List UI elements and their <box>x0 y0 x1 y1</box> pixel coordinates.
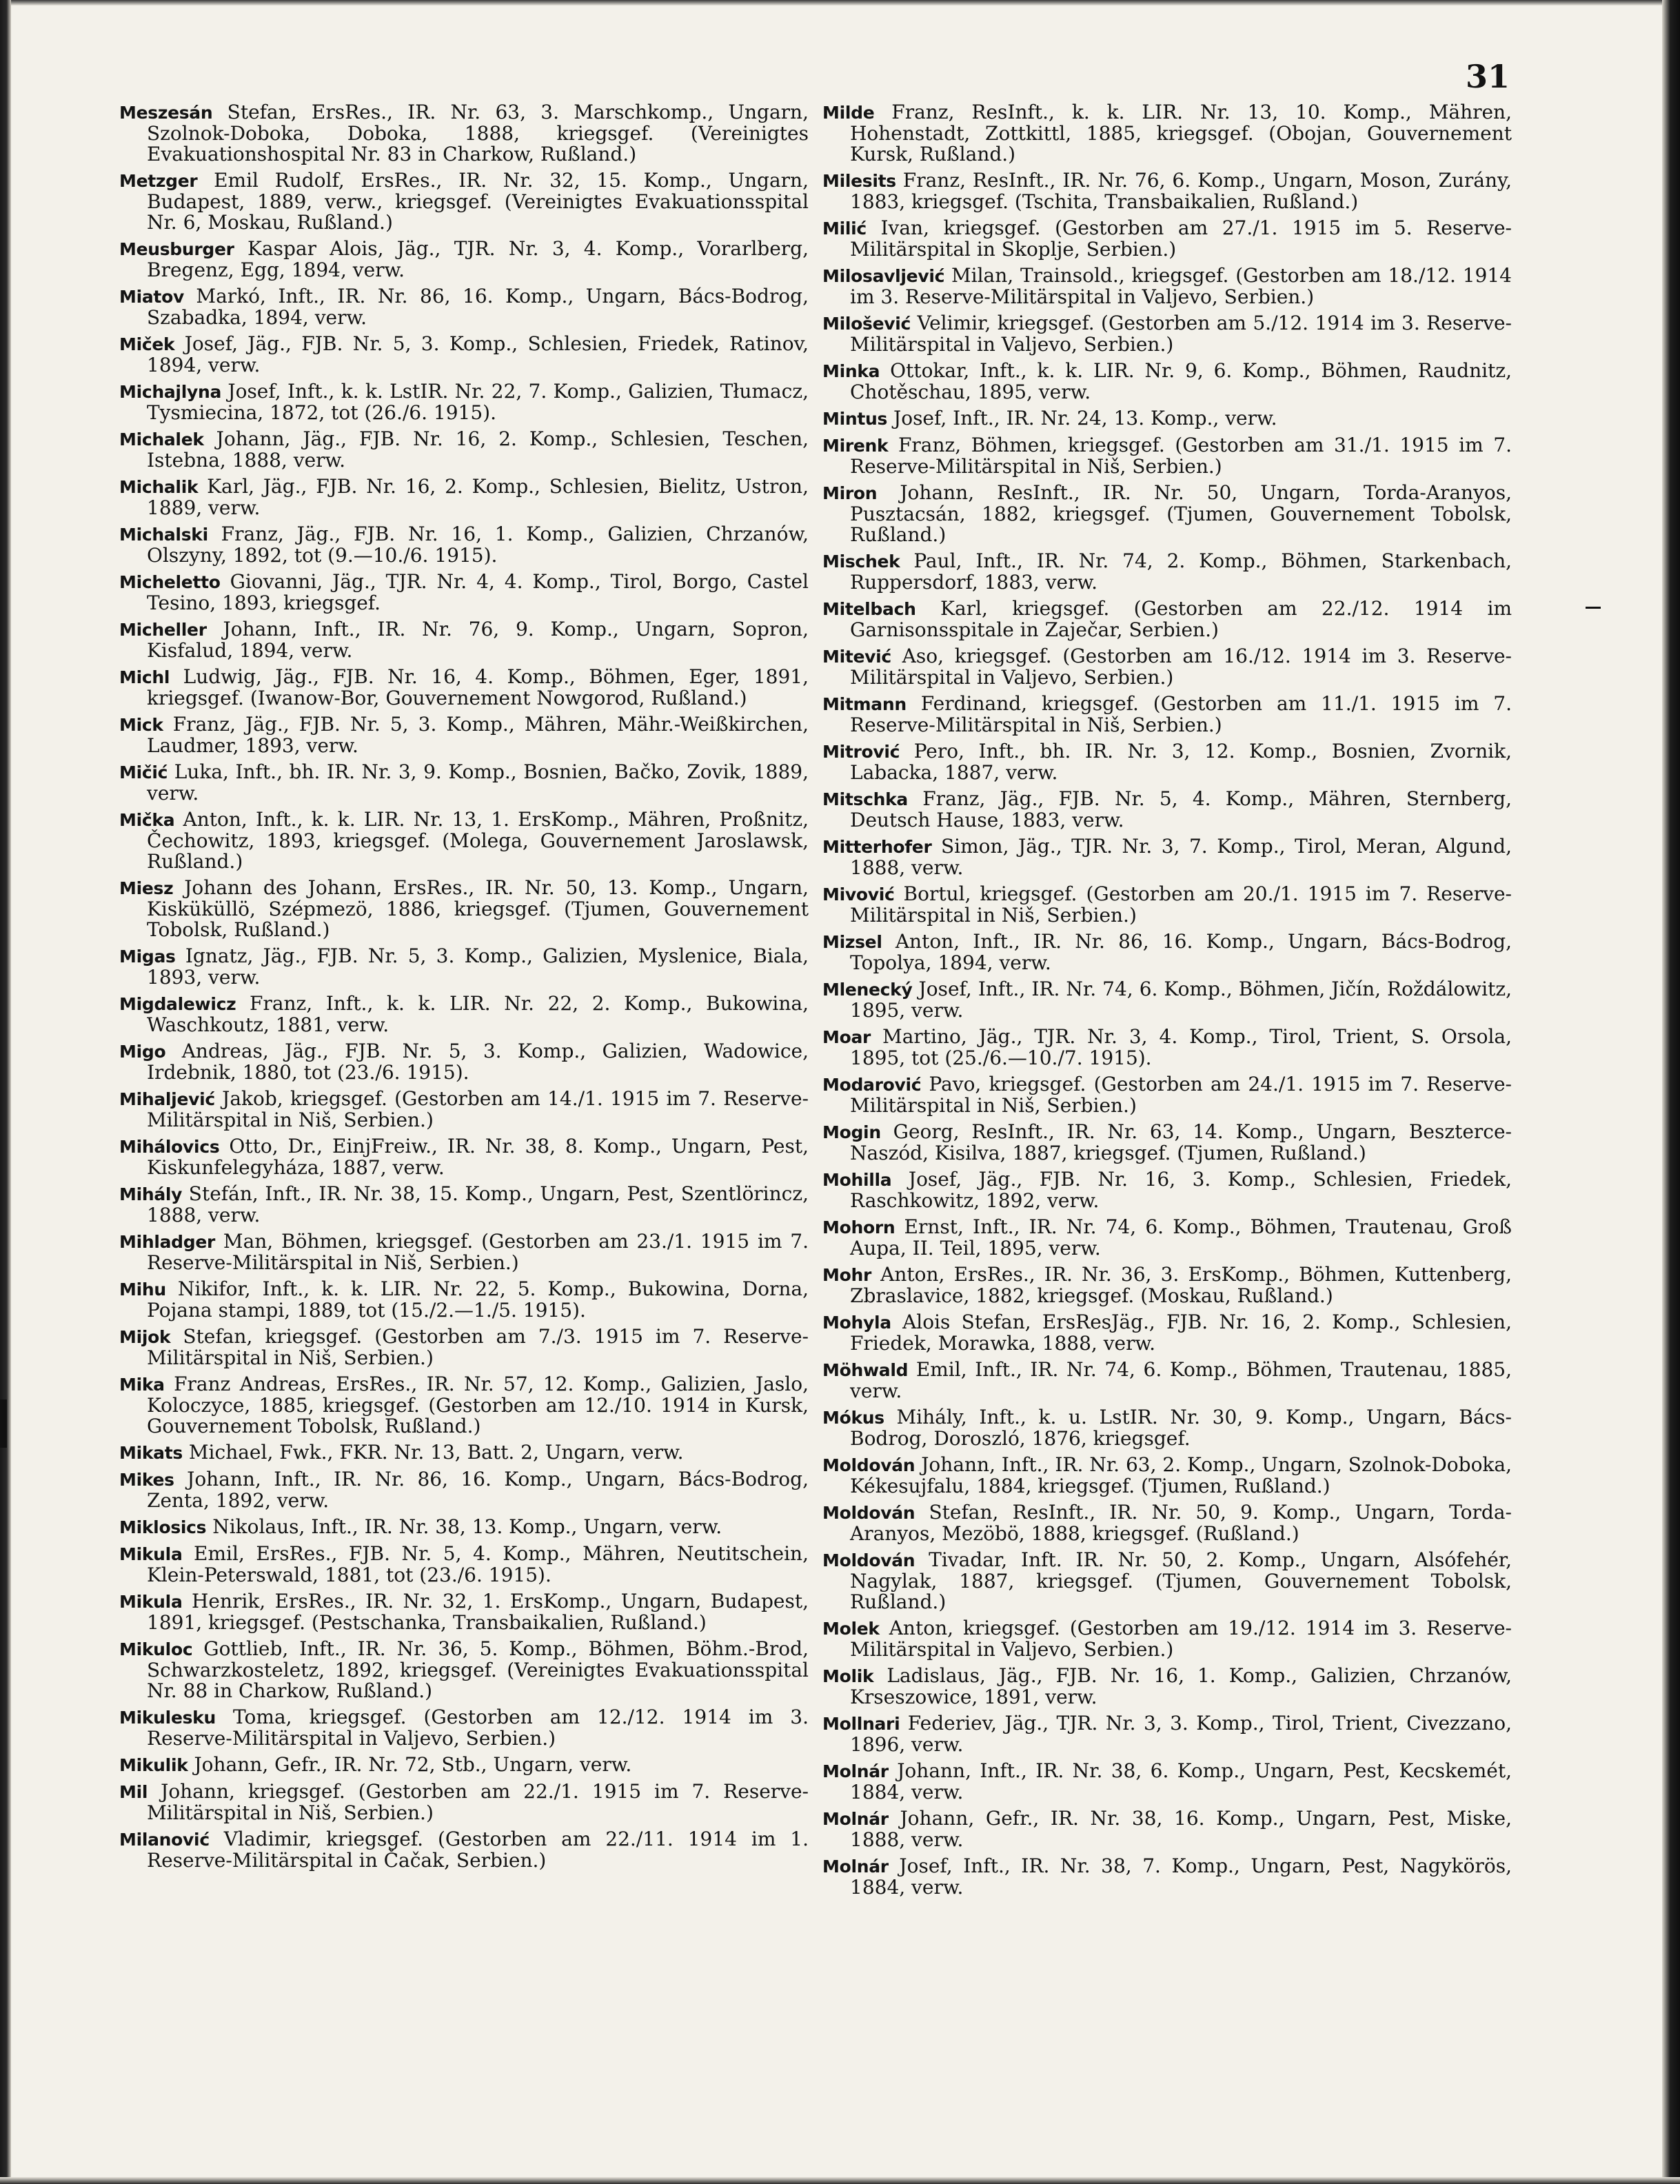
entry-detail: Gottlieb, Inft., IR. Nr. 36, 5. Komp., Böhmen, Böhm.-Brod, Schwarzkosteletz, 1892, kriegsgef. (Vereinigtes Evakuationsspital Nr. 88 in Charkow, Rußland.) <box>147 1637 809 1702</box>
entry-detail: Josef, Inft., IR. Nr. 74, 6. Komp., Böhmen, Jičín, Roždálowitz, 1895, verw. <box>850 978 1512 1022</box>
entry-surname: Mitterhofer <box>822 837 932 857</box>
register-entry <box>822 1359 1512 1402</box>
entry-detail: Stefan, ResInft., IR. Nr. 50, 9. Komp., Ungarn, Torda-Aranyos, Mezöbö, 1888, kriegsgef. (Rußland.) <box>850 1501 1512 1545</box>
entry-detail: Franz, Jäg., FJB. Nr. 5, 3. Komp., Mähren, Mähr.-Weißkirchen, Laudmer, 1893, verw. <box>147 713 809 757</box>
entry-surname: Modarović <box>822 1075 922 1095</box>
register-entry <box>119 572 809 614</box>
register-entry <box>119 334 809 376</box>
entry-surname: Mitschka <box>822 789 908 809</box>
entry-surname: Metzger <box>119 171 198 191</box>
register-entry <box>822 646 1512 688</box>
entry-detail: Jakob, kriegsgef. (Gestorben am 14./1. 1915 im 7. Reserve-Militärspital in Niš, Serbien.) <box>147 1087 809 1131</box>
register-entry <box>119 878 809 940</box>
register-entry <box>119 286 809 328</box>
entry-surname: Meusburger <box>119 239 234 259</box>
entry-surname: Mihálovics <box>119 1137 220 1157</box>
register-entry <box>119 1279 809 1321</box>
entry-surname: Mil <box>119 1782 148 1802</box>
entry-detail: Ludwig, Jäg., FJB. Nr. 16, 4. Komp., Böhmen, Eger, 1891, kriegsgef. (Iwanow-Bor, Gouvernement Nowgorod, Rußland.) <box>147 665 809 709</box>
entry-surname: Milić <box>822 219 867 239</box>
register-entry <box>119 1469 809 1511</box>
register-entry <box>822 218 1512 260</box>
register-entry <box>119 714 809 756</box>
entry-surname: Mikes <box>119 1470 174 1490</box>
entry-surname: Migo <box>119 1042 166 1062</box>
register-entry <box>822 884 1512 926</box>
entry-surname: Moldován <box>822 1503 915 1523</box>
entry-surname: Micheletto <box>119 572 221 592</box>
register-entry <box>119 667 809 709</box>
entry-surname: Minka <box>822 361 880 381</box>
register-entry <box>822 1122 1512 1164</box>
entry-detail: Johann, Inft., IR. Nr. 63, 2. Komp., Ungarn, Szolnok-Doboka, Kékesujfalu, 1884, kriegsgef. (Tjumen, Rußland.) <box>850 1453 1512 1497</box>
register-entry <box>822 1169 1512 1211</box>
entry-surname: Michl <box>119 667 170 687</box>
register-entry <box>822 1666 1512 1708</box>
entry-surname: Mohilla <box>822 1170 892 1190</box>
register-entry <box>119 1326 809 1368</box>
register-entry <box>119 1374 809 1437</box>
register-entry <box>822 931 1512 973</box>
entry-detail: Pavo, kriegsgef. (Gestorben am 24./1. 1915 im 7. Reserve-Militärspital in Niš, Serbien.) <box>850 1073 1512 1117</box>
entry-surname: Molnár <box>822 1761 889 1781</box>
entry-detail: Ottokar, Inft., k. k. LIR. Nr. 9, 6. Komp., Böhmen, Raudnitz, Chotěschau, 1895, verw. <box>850 359 1512 403</box>
entry-detail: Franz, ResInft., k. k. LIR. Nr. 13, 10. Komp., Mähren, Hohenstadt, Zottkittl, 1885, kriegsgef. (Obojan, Gouvernement Kursk, Rußland.) <box>850 101 1512 165</box>
entry-detail: Johann des Johann, ErsRes., IR. Nr. 50, 13. Komp., Ungarn, Kisküküllö, Szépmezö, 1886, kriegsgef. (Tjumen, Gouvernement Tobolsk, Rußland.) <box>147 876 809 941</box>
entry-surname: Möhwald <box>822 1360 909 1380</box>
entry-surname: Mikulesku <box>119 1708 216 1728</box>
entry-detail: Paul, Inft., IR. Nr. 74, 2. Komp., Böhmen, Starkenbach, Ruppersdorf, 1883, verw. <box>850 549 1512 594</box>
entry-surname: Mohr <box>822 1265 871 1285</box>
entry-detail: Franz, Jäg., FJB. Nr. 16, 1. Komp., Galizien, Chrzanów, Olszyny, 1892, tot (9.—10./6. 1915). <box>147 523 809 567</box>
register-entry <box>822 979 1512 1021</box>
entry-surname: Miček <box>119 334 175 354</box>
entry-surname: Mohyla <box>822 1313 891 1333</box>
entry-detail: Josef, Inft., IR. Nr. 38, 7. Komp., Ungarn, Pest, Nagykörös, 1884, verw. <box>850 1854 1512 1899</box>
entry-detail: Ladislaus, Jäg., FJB. Nr. 16, 1. Komp., Galizien, Chrzanów, Krseszowice, 1891, verw. <box>850 1664 1512 1708</box>
entry-surname: Mika <box>119 1375 165 1395</box>
entry-surname: Mlenecký <box>822 980 913 1000</box>
register-entry <box>822 1264 1512 1306</box>
register-entry <box>822 1856 1512 1898</box>
entry-detail: Markó, Inft., IR. Nr. 86, 16. Komp., Ungarn, Bács-Bodrog, Szabadka, 1894, verw. <box>147 285 809 329</box>
entry-detail: Josef, Jäg., FJB. Nr. 16, 3. Komp., Schlesien, Friedek, Raschkowitz, 1892, verw. <box>850 1168 1512 1212</box>
register-entry <box>822 1407 1512 1449</box>
register-entry <box>822 1502 1512 1544</box>
entry-surname: Mollnari <box>822 1714 900 1734</box>
entry-detail: Henrik, ErsRes., IR. Nr. 32, 1. ErsKomp., Ungarn, Budapest, 1891, kriegsgef. (Pestschanka, Transbaikalien, Rußland.) <box>147 1590 809 1634</box>
register-entry <box>822 265 1512 307</box>
entry-detail: Otto, Dr., EinjFreiw., IR. Nr. 38, 8. Komp., Ungarn, Pest, Kiskunfelegyháza, 1887, verw. <box>147 1135 809 1179</box>
register-entry <box>119 1544 809 1586</box>
entry-surname: Molek <box>822 1619 880 1639</box>
entry-surname: Moldován <box>822 1550 915 1570</box>
entry-surname: Mihu <box>119 1280 166 1300</box>
register-entry <box>822 1217 1512 1259</box>
entry-detail: Georg, ResInft., IR. Nr. 63, 14. Komp., Ungarn, Beszterce-Naszód, Kisilva, 1887, kriegsgef. (Tjumen, Rußland.) <box>850 1120 1512 1164</box>
entry-detail: Tivadar, Inft. IR. Nr. 50, 2. Komp., Ungarn, Alsófehér, Nagylak, 1887, kriegsgef. (Tjumen, Gouvernement Tobolsk, Rußland.) <box>850 1548 1512 1613</box>
entry-surname: Mitmann <box>822 694 907 714</box>
entry-surname: Mikats <box>119 1443 183 1463</box>
register-entry <box>119 524 809 566</box>
entry-detail: Franz, Inft., k. k. LIR. Nr. 22, 2. Komp., Bukowina, Waschkoutz, 1881, verw. <box>147 992 809 1036</box>
entry-detail: Anton, ErsRes., IR. Nr. 36, 3. ErsKomp., Böhmen, Kuttenberg, Zbraslavice, 1882, kriegsgef. (Moskau, Rußland.) <box>850 1263 1512 1307</box>
register-entry <box>119 762 809 804</box>
entry-detail: Nikifor, Inft., k. k. LIR. Nr. 22, 5. Komp., Bukowina, Dorna, Pojana stampi, 1889, tot (15./2.—1./5. 1915). <box>147 1277 809 1322</box>
entry-surname: Migdalewicz <box>119 994 236 1014</box>
register-entry <box>119 1136 809 1178</box>
register-entry <box>119 1829 809 1871</box>
entry-surname: Molnár <box>822 1809 889 1829</box>
entry-detail: Johann, Gefr., IR. Nr. 72, Stb., Ungarn, verw. <box>194 1753 632 1776</box>
scan-border-left <box>0 0 11 2184</box>
register-entry <box>822 435 1512 477</box>
entry-detail: Nikolaus, Inft., IR. Nr. 38, 13. Komp., Ungarn, verw. <box>212 1515 722 1538</box>
entry-detail: Anton, Inft., k. k. LIR. Nr. 13, 1. ErsKomp., Mähren, Proßnitz, Čechowitz, 1893, kriegsgef. (Molega, Gouvernement Jaroslawsk, Rußland.) <box>147 808 809 873</box>
entry-surname: Mischek <box>822 552 900 572</box>
register-entry <box>822 1455 1512 1497</box>
entry-surname: Mihaljević <box>119 1089 215 1109</box>
register-entry <box>822 598 1512 640</box>
entry-detail: Stefan, ErsRes., IR. Nr. 63, 3. Marschkomp., Ungarn, Szolnok-Doboka, Doboka, 1888, kriegsgef. (Vereinigtes Evakuationshospital Nr. 83 in Charkow, Rußland.) <box>147 101 809 165</box>
entry-surname: Molik <box>822 1666 874 1686</box>
entry-detail: Bortul, kriegsgef. (Gestorben am 20./1. 1915 im 7. Reserve-Militärspital in Niš, Serbien.) <box>850 882 1512 927</box>
register-entry <box>822 1713 1512 1755</box>
entry-detail: Franz, ResInft., IR. Nr. 76, 6. Komp., Ungarn, Moson, Zurány, 1883, kriegsgef. (Tschita, Transbaikalien, Rußland.) <box>850 169 1512 213</box>
register-entry <box>119 476 809 518</box>
register-entry <box>822 1312 1512 1354</box>
register-entry <box>822 551 1512 593</box>
entry-detail: Anton, kriegsgef. (Gestorben am 19./12. 1914 im 3. Reserve-Militärspital in Valjevo, Serbien.) <box>850 1617 1512 1661</box>
register-entry <box>119 1089 809 1131</box>
register-entry <box>822 741 1512 783</box>
register-entry <box>822 313 1512 355</box>
entry-detail: Stefán, Inft., IR. Nr. 38, 15. Komp., Ungarn, Pest, Szentlörincz, 1888, verw. <box>147 1182 809 1226</box>
entry-surname: Mirenk <box>822 436 889 456</box>
entry-detail: Josef, Inft., IR. Nr. 24, 13. Komp., verw. <box>893 407 1277 429</box>
entry-surname: Mikulik <box>119 1755 188 1775</box>
register-entry <box>119 1184 809 1226</box>
scan-border-bottom <box>0 2177 1680 2184</box>
entry-detail: Ernst, Inft., IR. Nr. 74, 6. Komp., Böhmen, Trautenau, Groß Aupa, II. Teil, 1895, verw. <box>850 1215 1512 1260</box>
entry-detail: Johann, Inft., IR. Nr. 76, 9. Komp., Ungarn, Sopron, Kisfalud, 1894, verw. <box>147 618 809 662</box>
register-entry <box>119 429 809 471</box>
entry-detail: Ivan, kriegsgef. (Gestorben am 27./1. 1915 im 5. Reserve-Militärspital in Skoplje, Serbien.) <box>850 216 1512 261</box>
register-entry <box>119 1781 809 1823</box>
register-entry <box>119 170 809 233</box>
entry-surname: Mikula <box>119 1544 183 1564</box>
register-entry <box>119 1639 809 1701</box>
entry-detail: Josef, Jäg., FJB. Nr. 5, 3. Komp., Schlesien, Friedek, Ratinov, 1894, verw. <box>147 332 809 376</box>
entry-detail: Pero, Inft., bh. IR. Nr. 3, 12. Komp., Bosnien, Zvornik, Labacka, 1887, verw. <box>850 740 1512 784</box>
entry-detail: Ignatz, Jäg., FJB. Nr. 5, 3. Komp., Galizien, Myslenice, Biala, 1893, verw. <box>147 944 809 989</box>
entry-surname: Mivović <box>822 884 895 904</box>
register-entry <box>822 1027 1512 1069</box>
entry-detail: Johann, Inft., IR. Nr. 38, 6. Komp., Ungarn, Pest, Kecskemét, 1884, verw. <box>850 1759 1512 1803</box>
register-entry <box>822 1550 1512 1612</box>
register-entry <box>119 1755 809 1776</box>
register-entry <box>119 809 809 872</box>
entry-surname: Milosavljević <box>822 266 945 286</box>
entry-surname: Michalek <box>119 429 204 449</box>
entry-detail: Giovanni, Jäg., TJR. Nr. 4, 4. Komp., Tirol, Borgo, Castel Tesino, 1893, kriegsgef. <box>147 570 809 614</box>
entry-surname: Mičić <box>119 762 168 782</box>
register-entry <box>119 619 809 661</box>
entry-surname: Mijok <box>119 1327 171 1347</box>
register-entry <box>822 408 1512 429</box>
register-entry <box>822 789 1512 831</box>
register-entry <box>119 1591 809 1633</box>
entry-detail: Johann, Gefr., IR. Nr. 38, 16. Komp., Ungarn, Pest, Miske, 1888, verw. <box>850 1807 1512 1851</box>
register-entry <box>119 102 809 165</box>
entry-surname: Mikuloc <box>119 1639 193 1659</box>
entry-surname: Milanović <box>119 1830 210 1850</box>
entry-surname: Moar <box>822 1027 871 1047</box>
entry-surname: Miron <box>822 483 878 503</box>
register-entry <box>822 1808 1512 1850</box>
register-entry <box>822 836 1512 878</box>
scan-border-right <box>1662 0 1680 2184</box>
entry-detail: Franz, Jäg., FJB. Nr. 5, 4. Komp., Mähren, Sternberg, Deutsch Hause, 1883, verw. <box>850 787 1512 831</box>
page-number: 31 <box>1465 58 1510 95</box>
entry-detail: Velimir, kriegsgef. (Gestorben am 5./12. 1914 im 3. Reserve-Militärspital in Valjevo, Serbien.) <box>850 312 1512 356</box>
scan-edge-mark <box>0 1399 7 1448</box>
right-column <box>822 102 1512 1903</box>
entry-surname: Mička <box>119 810 175 830</box>
entry-detail: Kaspar Alois, Jäg., TJR. Nr. 3, 4. Komp., Vorarlberg, Bregenz, Egg, 1894, verw. <box>147 237 809 281</box>
entry-surname: Mókus <box>822 1408 884 1428</box>
register-entry <box>119 1041 809 1083</box>
entry-surname: Miesz <box>119 878 174 898</box>
scan-speck <box>1586 607 1601 609</box>
entry-detail: Ferdinand, kriegsgef. (Gestorben am 11./1. 1915 im 7. Reserve-Militärspital in Niš, Serbien.) <box>850 692 1512 736</box>
entry-detail: Aso, kriegsgef. (Gestorben am 16./12. 1914 im 3. Reserve-Militärspital in Valjevo, Serbien.) <box>850 645 1512 689</box>
register-entry <box>822 1618 1512 1660</box>
entry-surname: Miklosics <box>119 1517 207 1537</box>
scan-border-top <box>0 0 1680 6</box>
entry-detail: Stefan, kriegsgef. (Gestorben am 7./3. 1915 im 7. Reserve-Militärspital in Niš, Serbien.) <box>147 1325 809 1369</box>
register-entry <box>822 1074 1512 1116</box>
register-entry <box>822 102 1512 165</box>
entry-surname: Mick <box>119 715 163 735</box>
entry-surname: Mitević <box>822 647 891 667</box>
register-entry <box>822 694 1512 736</box>
entry-surname: Moldován <box>822 1455 915 1475</box>
entry-detail: Andreas, Jäg., FJB. Nr. 5, 3. Komp., Galizien, Wadowice, Irdebnik, 1880, tot (23./6. 1915). <box>147 1040 809 1084</box>
entry-surname: Mogin <box>822 1122 881 1142</box>
register-entry <box>119 1707 809 1749</box>
entry-surname: Michajlyna <box>119 382 222 402</box>
register-entry <box>119 1442 809 1464</box>
entry-detail: Mihály, Inft., k. u. LstIR. Nr. 30, 9. Komp., Ungarn, Bács-Bodrog, Doroszló, 1876, kriegsgef. <box>850 1406 1512 1450</box>
register-entry <box>119 946 809 988</box>
entry-detail: Anton, Inft., IR. Nr. 86, 16. Komp., Ungarn, Bács-Bodrog, Topolya, 1894, verw. <box>850 930 1512 974</box>
entry-detail: Luka, Inft., bh. IR. Nr. 3, 9. Komp., Bosnien, Bačko, Zovik, 1889, verw. <box>147 760 809 805</box>
entry-detail: Karl, Jäg., FJB. Nr. 16, 2. Komp., Schlesien, Bielitz, Ustron, 1889, verw. <box>147 475 809 519</box>
register-entry <box>822 361 1512 403</box>
entry-detail: Emil, Inft., IR. Nr. 74, 6. Komp., Böhmen, Trautenau, 1885, verw. <box>850 1358 1512 1402</box>
register-entry <box>822 1761 1512 1803</box>
entry-detail: Man, Böhmen, kriegsgef. (Gestorben am 23./1. 1915 im 7. Reserve-Militärspital in Niš, Serbien.) <box>147 1230 809 1274</box>
entry-surname: Mikula <box>119 1592 183 1612</box>
register-entry <box>119 1231 809 1273</box>
entry-surname: Milde <box>822 103 875 123</box>
entry-detail: Emil, ErsRes., FJB. Nr. 5, 4. Komp., Mähren, Neutitschein, Klein-Peterswald, 1881, tot (23./6. 1915). <box>147 1542 809 1586</box>
entry-detail: Vladimir, kriegsgef. (Gestorben am 22./11. 1914 im 1. Reserve-Militärspital in Čačak, Serbien.) <box>147 1828 809 1872</box>
entry-surname: Micheller <box>119 620 207 640</box>
entry-detail: Johann, kriegsgef. (Gestorben am 22./1. 1915 im 7. Reserve-Militärspital in Niš, Serbien.) <box>147 1780 809 1824</box>
entry-detail: Franz Andreas, ErsRes., IR. Nr. 57, 12. Komp., Galizien, Jaslo, Koloczyce, 1885, kriegsgef. (Gestorben am 12./10. 1914 in Kursk, Gouvernement Tobolsk, Rußland.) <box>147 1373 809 1437</box>
entry-surname: Mintus <box>822 409 888 429</box>
entry-surname: Milesits <box>822 171 896 191</box>
entry-surname: Molnár <box>822 1857 889 1877</box>
register-entry <box>822 483 1512 545</box>
entry-detail: Josef, Inft., k. k. LstIR. Nr. 22, 7. Komp., Galizien, Tłumacz, Tysmiecina, 1872, tot (26./6. 1915). <box>147 380 809 424</box>
entry-surname: Michalski <box>119 525 208 545</box>
entry-detail: Michael, Fwk., FKR. Nr. 13, Batt. 2, Ungarn, verw. <box>188 1441 684 1464</box>
entry-detail: Milan, Trainsold., kriegsgef. (Gestorben am 18./12. 1914 im 3. Reserve-Militärspital in Valjevo, Serbien.) <box>850 264 1512 308</box>
entry-detail: Johann, ResInft., IR. Nr. 50, Ungarn, Torda-Aranyos, Pusztacsán, 1882, kriegsgef. (Tjumen, Gouvernement Tobolsk, Rußland.) <box>850 481 1512 546</box>
register-entry <box>119 1517 809 1538</box>
entry-detail: Federiev, Jäg., TJR. Nr. 3, 3. Komp., Tirol, Trient, Civezzano, 1896, verw. <box>850 1712 1512 1756</box>
entry-detail: Simon, Jäg., TJR. Nr. 3, 7. Komp., Tirol, Meran, Algund, 1888, verw. <box>850 835 1512 879</box>
register-entry <box>119 381 809 423</box>
register-entry <box>822 170 1512 212</box>
entry-detail: Karl, kriegsgef. (Gestorben am 22./12. 1914 im Garnisonsspitale in Zaječar, Serbien.) <box>850 597 1512 641</box>
entry-surname: Mihladger <box>119 1232 216 1252</box>
entry-detail: Emil Rudolf, ErsRes., IR. Nr. 32, 15. Komp., Ungarn, Budapest, 1889, verw., kriegsgef. (Vereinigtes Evakuationsspital Nr. 6, Moskau, Rußland.) <box>147 169 809 234</box>
entry-surname: Mizsel <box>822 932 882 952</box>
entry-detail: Martino, Jäg., TJR. Nr. 3, 4. Komp., Tirol, Trient, S. Orsola, 1895, tot (25./6.—10./7. 1915). <box>850 1025 1512 1069</box>
entry-surname: Mitelbach <box>822 599 916 619</box>
entry-detail: Franz, Böhmen, kriegsgef. (Gestorben am 31./1. 1915 im 7. Reserve-Militärspital in Niš, Serbien.) <box>850 434 1512 478</box>
left-column <box>119 102 809 1877</box>
entry-surname: Michalik <box>119 477 199 497</box>
entry-detail: Johann, Jäg., FJB. Nr. 16, 2. Komp., Schlesien, Teschen, Istebna, 1888, verw. <box>147 427 809 472</box>
entry-surname: Meszesán <box>119 103 213 123</box>
entry-surname: Mohorn <box>822 1217 895 1237</box>
entry-detail: Toma, kriegsgef. (Gestorben am 12./12. 1914 im 3. Reserve-Militärspital in Valjevo, Serbien.) <box>147 1706 809 1750</box>
entry-detail: Alois Stefan, ErsResJäg., FJB. Nr. 16, 2. Komp., Schlesien, Friedek, Morawka, 1888, verw. <box>850 1311 1512 1355</box>
entry-surname: Miatov <box>119 287 184 307</box>
entry-surname: Migas <box>119 947 176 967</box>
register-entry <box>119 993 809 1035</box>
entry-detail: Johann, Inft., IR. Nr. 86, 16. Komp., Ungarn, Bács-Bodrog, Zenta, 1892, verw. <box>147 1468 809 1512</box>
entry-surname: Mitrović <box>822 742 900 762</box>
register-entry <box>119 239 809 281</box>
entry-surname: Mihály <box>119 1184 183 1204</box>
entry-surname: Milošević <box>822 314 911 334</box>
